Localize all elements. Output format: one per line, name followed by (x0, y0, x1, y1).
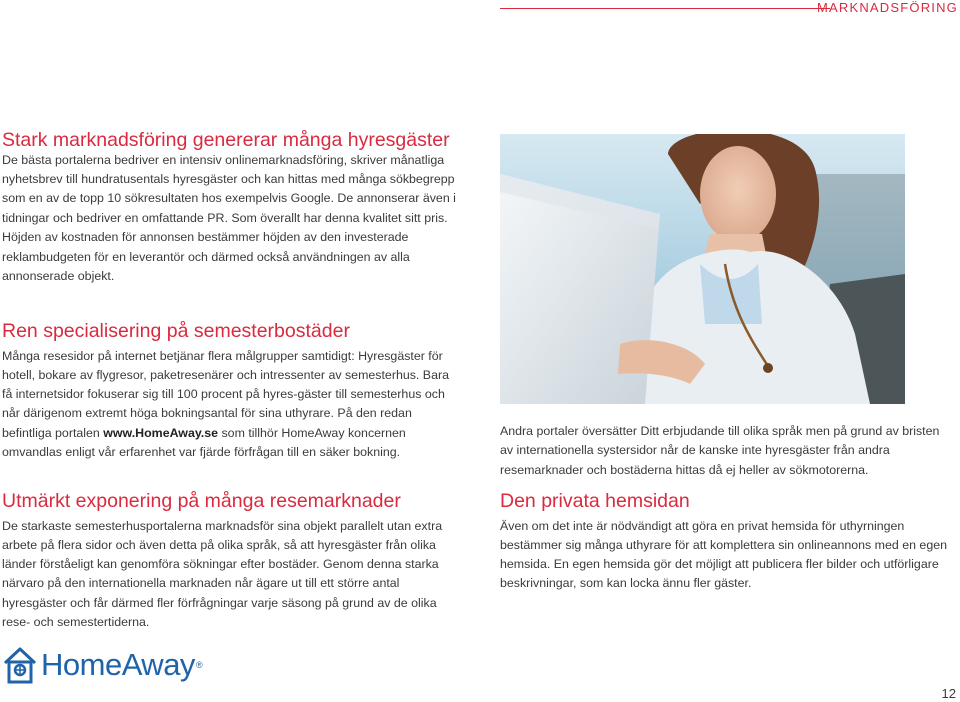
section-body: Även om det inte är nödvändigt att göra en privat hemsida för uthyrningen bestämmer sig många uthyrare för att komplettera sin onlineannons med en egen hemsida. En egen hemsida gör det möjligt att publicera fler bilder och utförligare beskrivningar, som kan locka ännu fler gäster. (500, 518, 948, 591)
section-title: Den privata hemsidan (500, 490, 690, 512)
section-body: De bästa portalerna bedriver en intensiv onlinemarknadsföring, skriver månatliga nyhetsbrev till hundratusentals hyresgäster och kan hittas med många sökbegrepp som en av de topp 10 sökresultaten hos exempelvis Google. De annonserar även i tidningar och bedriver en omfattande PR. Som överallt har denna kvalitet sitt pris. Höjden av kostnaden för annonsen bestämmer höjden av den investerade reklambudgeten för en leverantör och därmed också användningen av alla annonserade objekt. (2, 152, 456, 283)
registered-mark: ® (195, 660, 203, 670)
homeaway-logo (2, 645, 202, 685)
woman-with-laptop-photo (500, 134, 905, 404)
section-title: Stark marknadsföring genererar många hyresgäster (2, 129, 450, 151)
section-title: Utmärkt exponering på många resemarknader (2, 490, 401, 512)
section-specialisation (2, 322, 457, 462)
section-body: De starkaste semesterhusportalerna marknadsför sina objekt parallelt utan extra arbete på flera sidor och även detta på olika språk, så att hyresgäster från olika länder förståeligt kan genomföra sökningar efter bostäder. Genom denna starka närvaro på den internationella marknaden når ägare ut till ett större antal hyresgäster och får därmed fler förfrågningar varje säsong på grund av de olika rese- och semestertiderna. (2, 518, 443, 629)
section-private-website (500, 492, 960, 594)
section-body: Andra portaler översätter Ditt erbjudande till olika språk men på grund av bristen av internationella systersidor når de kanske inte hyresgäster från andra resemarknader och bostäderna hittas då ej heller av sökmotorerna. (500, 424, 940, 477)
section-body (2, 347, 457, 463)
page-number: 12 (941, 686, 956, 701)
body-text: som tillhör HomeAway koncernen omvandlas enligt vår erfarenhet var fjärde förfrågan till en säker bokning. (2, 425, 406, 459)
house-icon (2, 645, 38, 685)
section-title: Ren specialisering på semesterbostäder (2, 320, 350, 342)
section-strong-marketing (2, 131, 457, 286)
section-header-label: MARKNADSFÖRING (816, 0, 958, 15)
logo-wordmark: HomeAway® (41, 647, 203, 682)
homeaway-url: www.HomeAway.se (103, 425, 219, 440)
body-text: Många resesidor på internet betjänar flera målgrupper samtidigt: Hyresgäster för hotell, bokare av flygresor, paketresenärer och intressenter av semesterhus. Bara få internetsidor fokuserar sig till 100 procent på hyres-gäster till semesterhus och når därigenom extremt höga bokningsantal för sina uthyrare. På den redan befintliga portalen (2, 348, 449, 440)
section-exposure (2, 492, 457, 632)
header-rule (500, 8, 830, 9)
section-other-portals (500, 422, 955, 480)
